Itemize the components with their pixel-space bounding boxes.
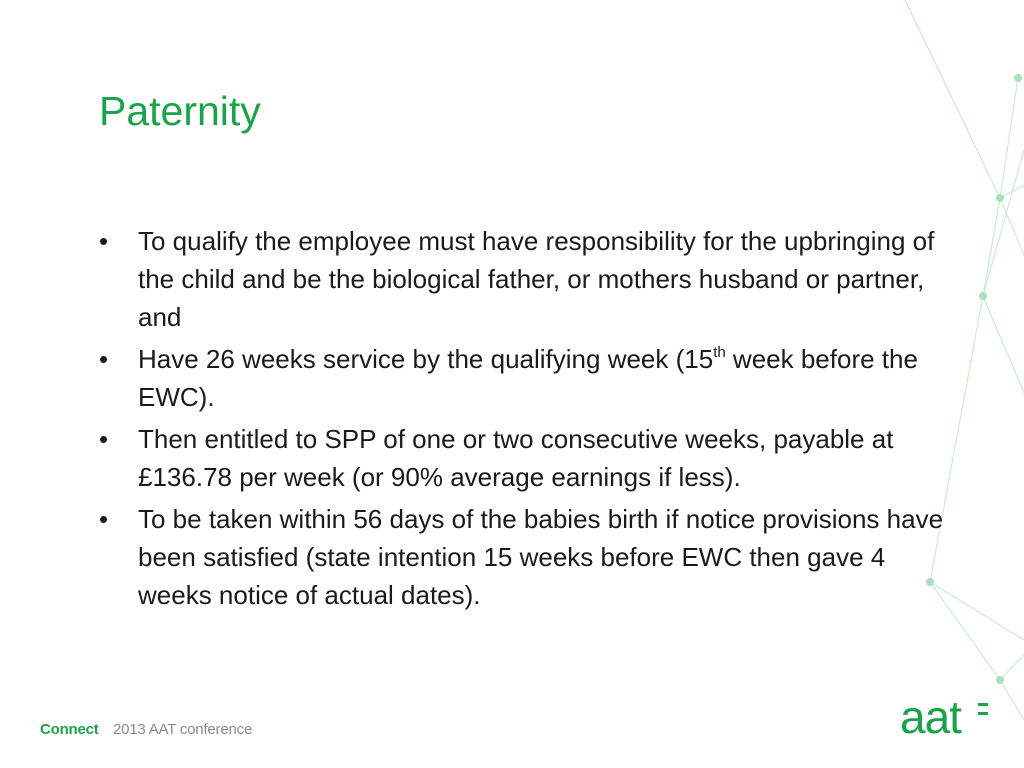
bullet-marker: • <box>99 424 109 454</box>
bullet-item <box>99 420 944 496</box>
bullet-superscript: th <box>713 344 726 361</box>
bullet-text: Then entitled to SPP of one or two consecutive weeks, payable at £136.78 per week (or 90% average earnings if less). <box>138 424 894 492</box>
bullet-marker: • <box>99 504 109 534</box>
bullet-text: Have 26 weeks service by the qualifying week (15 <box>138 344 714 374</box>
footer-connect-label: Connect <box>40 721 99 738</box>
slide-title: Paternity <box>99 88 261 134</box>
bullet-item <box>99 500 944 614</box>
aat-logo <box>900 693 992 741</box>
bullet-text: To qualify the employee must have responsibility for the upbringing of the child and be the biological father, or mothers husband or partner, and <box>138 226 935 332</box>
bullet-item <box>99 340 944 416</box>
footer-conference-label: 2013 AAT conference <box>113 721 253 738</box>
bullet-marker: • <box>99 344 109 374</box>
bullet-text-continued: week before the EWC). <box>138 344 918 412</box>
bullet-text: To be taken within 56 days of the babies birth if notice provisions have been satisfied (state intention 15 weeks before EWC then gave 4 weeks notice of actual dates). <box>138 504 944 610</box>
aat-logo-text: aat <box>900 693 961 741</box>
bullet-marker: • <box>99 226 109 256</box>
bullet-list <box>99 222 944 618</box>
bullet-item <box>99 222 944 336</box>
